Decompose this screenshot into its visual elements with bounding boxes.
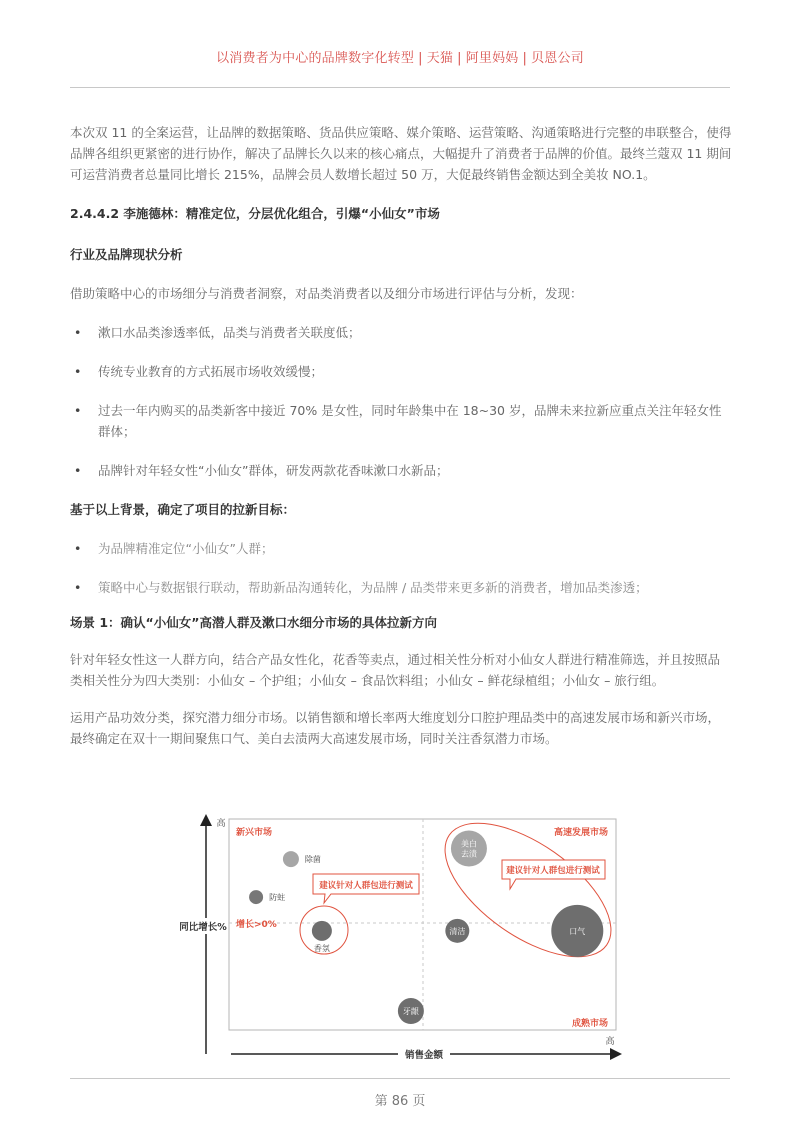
goal-text: 为品牌精准定位“小仙女”人群；	[98, 541, 274, 556]
bubble-point	[283, 851, 299, 867]
bubble-label: 香氛	[313, 943, 330, 953]
finding-item	[70, 400, 732, 442]
analysis-lead: 借助策略中心的市场细分与消费者洞察，对品类消费者以及细分市场进行评估与分析，发现：	[70, 286, 583, 301]
header-alimama: 阿里妈妈	[465, 51, 519, 66]
y-high-label: 高	[216, 819, 226, 829]
finding-text: 品牌针对年轻女性“小仙女”群体，研发两款花香味漱口水新品；	[98, 463, 449, 478]
bubble-label: 防蛀	[269, 893, 286, 903]
finding-item	[70, 322, 732, 343]
analysis-title: 行业及品牌现状分析	[70, 247, 183, 262]
bubble-label: 口气	[569, 926, 586, 936]
callout-left-text: 建议针对人群包进行测试	[319, 881, 413, 891]
finding-text: 漱口水品类渗透率低，品类与消费者关联度低；	[98, 325, 361, 340]
x-high-label: 高	[605, 1037, 615, 1047]
header-separator: |	[457, 51, 462, 66]
callout-left	[313, 874, 419, 903]
section-title: 2.4.4.2 李施德林：精准定位，分层优化组合，引爆“小仙女”市场	[70, 206, 440, 221]
quadrant-emerging: 新兴市场	[236, 828, 273, 838]
bubble-point	[249, 890, 263, 904]
goal-title: 基于以上背景，确定了项目的拉新目标：	[70, 502, 296, 517]
chart-svg	[170, 812, 630, 1064]
bullet-icon: •	[74, 463, 82, 478]
bullet-icon: •	[74, 364, 82, 379]
bubble-label: 牙龈	[402, 1007, 419, 1017]
bubble-label: 美白	[460, 839, 477, 849]
scene-paragraph-1: 针对年轻女性这一人群方向，结合产品女性化，花香等卖点，通过相关性分析对小仙女人群进行精准筛选，并且按照品类相关性分为四大类别：小仙女 – 个护组；小仙女 – 食品饮料组；小仙女 – 鲜花绿植组；小仙女 – 旅行组。	[70, 652, 721, 688]
page-content	[70, 120, 732, 749]
goal-item	[70, 538, 732, 559]
bubble-label: 去渍	[460, 849, 477, 859]
bubble-point	[312, 921, 332, 941]
callout-right-text: 建议针对人群包进行测试	[506, 866, 600, 876]
threshold-label: 增长>0%	[236, 920, 277, 930]
scene-paragraph-2: 运用产品功效分类，探究潜力细分市场。以销售额和增长率两大维度划分口腔护理品类中的高速发展市场和新兴市场，最终确定在双十一期间聚焦口气、美白去渍两大高速发展市场，同时关注香氛潜力市场。	[70, 710, 721, 746]
bullet-icon: •	[74, 325, 82, 340]
header-title: 以消费者为中心的品牌数字化转型	[216, 51, 415, 66]
footer-rule	[70, 1078, 730, 1079]
header-rule	[70, 87, 730, 88]
header-tmall: 天猫	[426, 51, 454, 66]
header-separator: |	[418, 51, 423, 66]
bullet-icon: •	[74, 580, 82, 595]
page-number: 第 86 页	[374, 1094, 426, 1109]
finding-item	[70, 460, 732, 481]
header-bain: 贝恩公司	[531, 51, 584, 66]
intro-paragraph: 本次双 11 的全案运营，让品牌的数据策略、货品供应策略、媒介策略、运营策略、沟通策略进行完整的串联整合，使得品牌各组织更紧密的进行协作，解决了品牌长久以来的核心痛点，大幅提升了消费者于品牌的价值。最终兰蔻双 11 期间可运营消费者总量同比增长 215%，品牌会员人数增长超过 50 万，大促最终销售金额达到全美妆 NO.1。	[70, 125, 732, 182]
bullet-icon: •	[74, 403, 82, 418]
quadrant-mature: 成熟市场	[571, 1019, 608, 1029]
running-header	[0, 47, 800, 66]
bubble-label: 除菌	[304, 855, 321, 865]
goal-text: 策略中心与数据银行联动，帮助新品沟通转化，为品牌 / 品类带来更多新的消费者，增加品类渗透；	[98, 580, 648, 595]
scene-title: 场景 1：确认“小仙女”高潜人群及漱口水细分市场的具体拉新方向	[70, 615, 437, 630]
quadrant-high-growth: 高速发展市场	[553, 828, 608, 838]
x-axis-label: 销售金额	[404, 1050, 444, 1061]
goal-item	[70, 577, 732, 598]
finding-item	[70, 361, 732, 382]
y-axis-label: 同比增长%	[179, 922, 227, 933]
header-separator: |	[522, 51, 528, 66]
bullet-icon: •	[74, 541, 82, 556]
finding-text: 传统专业教育的方式拓展市场收效缓慢；	[98, 364, 324, 379]
market-quadrant-chart	[170, 812, 630, 1064]
finding-text: 过去一年内购买的品类新客中接近 70% 是女性，同时年龄集中在 18~30 岁，品牌未来拉新应重点关注年轻女性群体；	[98, 403, 722, 439]
bubble-label: 清洁	[449, 926, 466, 936]
